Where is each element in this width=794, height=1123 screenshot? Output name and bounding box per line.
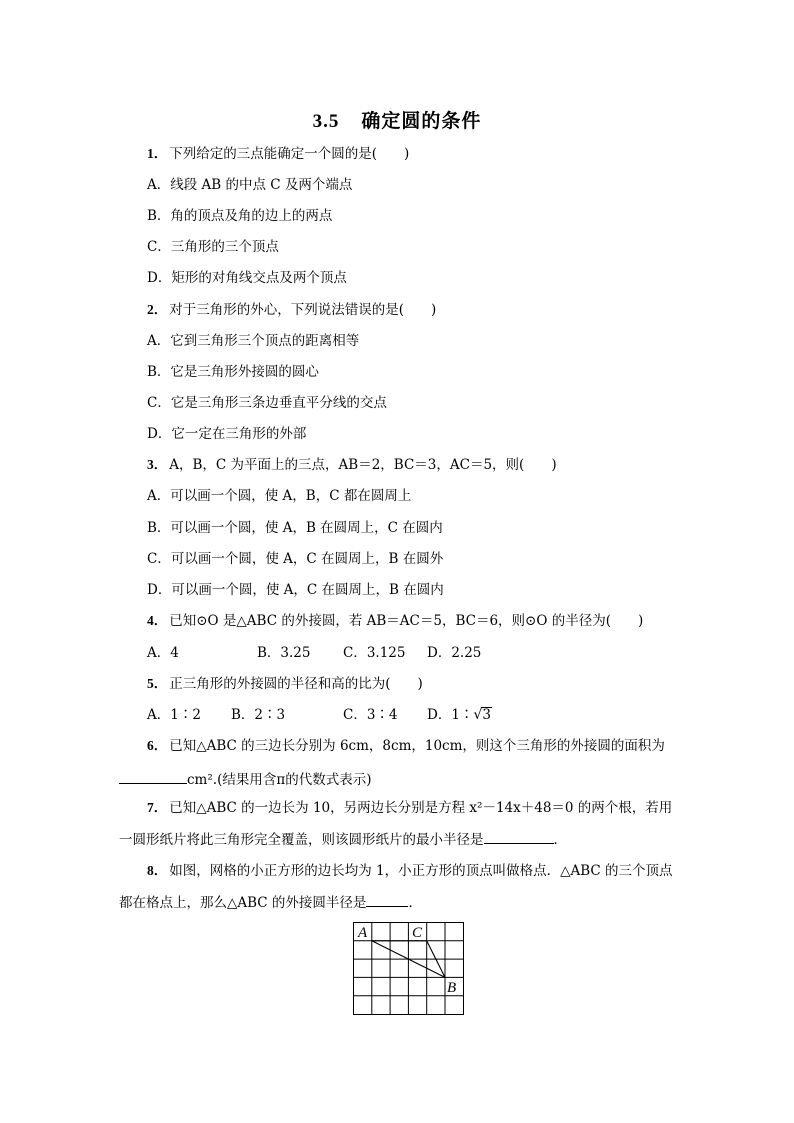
q7-stem: 7． 已知△ABC 的一边长为 10，另两边长分别是方程 x²－14x＋48＝0 的两个根，若用一圆形纸片将此三角形完全覆盖，则该圆形纸片的最小半径是 ． <box>119 800 673 848</box>
q8-answer-blank[interactable] <box>366 892 408 907</box>
q4-stem: 4． 已知⊙O 是△ABC 的外接圆，若 AB＝AC＝5，BC＝6，则⊙O 的半径为( ) <box>147 613 644 629</box>
vertex-label-b: B <box>447 980 457 996</box>
q1-option-d: D．矩形的对角线交点及两个顶点 <box>147 270 347 286</box>
q3-option-a: A．可以画一个圆，使 A，B，C 都在圆周上 <box>147 488 412 504</box>
q1-option-c: C．三角形的三个顶点 <box>147 239 279 255</box>
q3-option-b: B．可以画一个圆，使 A，B 在圆周上，C 在圆内 <box>147 520 443 536</box>
q3-option-c: C．可以画一个圆，使 A，C 在圆周上，B 在圆外 <box>147 551 444 567</box>
vertex-label-a: A <box>358 925 368 941</box>
q5-options <box>147 707 492 723</box>
q2-option-c: C．它是三角形三条边垂直平分线的交点 <box>147 395 387 411</box>
q1-option-a: A．线段 AB 的中点 C 及两个端点 <box>147 177 353 193</box>
q2-stem: 2． 对于三角形的外心，下列说法错误的是( ) <box>147 302 437 318</box>
q5-stem: 5． 正三角形的外接圆的半径和高的比为( ) <box>147 676 423 692</box>
q3-stem: 3． A，B，C 为平面上的三点，AB＝2，BC＝3，AC＝5，则( ) <box>147 457 557 473</box>
q3-option-d: D．可以画一个圆，使 A，C 在圆周上，B 在圆内 <box>147 582 444 598</box>
q2-option-a: A．它到三角形三个顶点的距离相等 <box>147 333 360 349</box>
q7-answer-blank[interactable] <box>484 829 554 844</box>
q2-option-d: D．它一定在三角形的外部 <box>147 426 307 442</box>
q4-option-b: B．3.25 <box>257 645 311 661</box>
q5-option-d: D．1∶√3 <box>427 707 491 723</box>
q6-answer-line: cm².(结果用含π的代数式表示) <box>119 769 371 788</box>
q4-option-d: D．2.25 <box>427 645 482 661</box>
q5-option-b: B．2∶3 <box>231 707 286 723</box>
section-title: 确定圆的条件 <box>361 110 482 132</box>
section-number: 3.5 <box>312 111 340 132</box>
q4-option-a: A．4 <box>147 645 179 661</box>
q6-stem: 6． 已知△ABC 的三边长分别为 6cm，8cm，10cm，则这个三角形的外接圆的面积为 <box>147 738 665 754</box>
q1-option-b: B．角的顶点及角的边上的两点 <box>147 208 333 224</box>
q2-option-b: B．它是三角形外接圆的圆心 <box>147 364 319 380</box>
q5-option-c: C．3∶4 <box>343 707 398 723</box>
q4-option-c: C．3.125 <box>343 645 406 661</box>
q8-stem: 8． 如图，网格的小正方形的边长均为 1，小正方形的顶点叫做格点．△ABC 的三个顶点都在格点上，那么△ABC 的外接圆半径是 ． <box>119 863 673 911</box>
q1-stem: 1． 下列给定的三点能确定一个圆的是( ) <box>147 146 410 162</box>
q6-answer-blank[interactable] <box>119 769 187 784</box>
grid-figure <box>353 922 465 1016</box>
q5-sqrt-radicand: 3 <box>482 707 491 723</box>
q6-unit: cm² <box>187 772 213 788</box>
q4-options <box>147 645 481 661</box>
vertex-label-c: C <box>412 925 423 941</box>
page-title <box>0 106 794 133</box>
q5-option-a: A．1∶2 <box>147 707 201 723</box>
